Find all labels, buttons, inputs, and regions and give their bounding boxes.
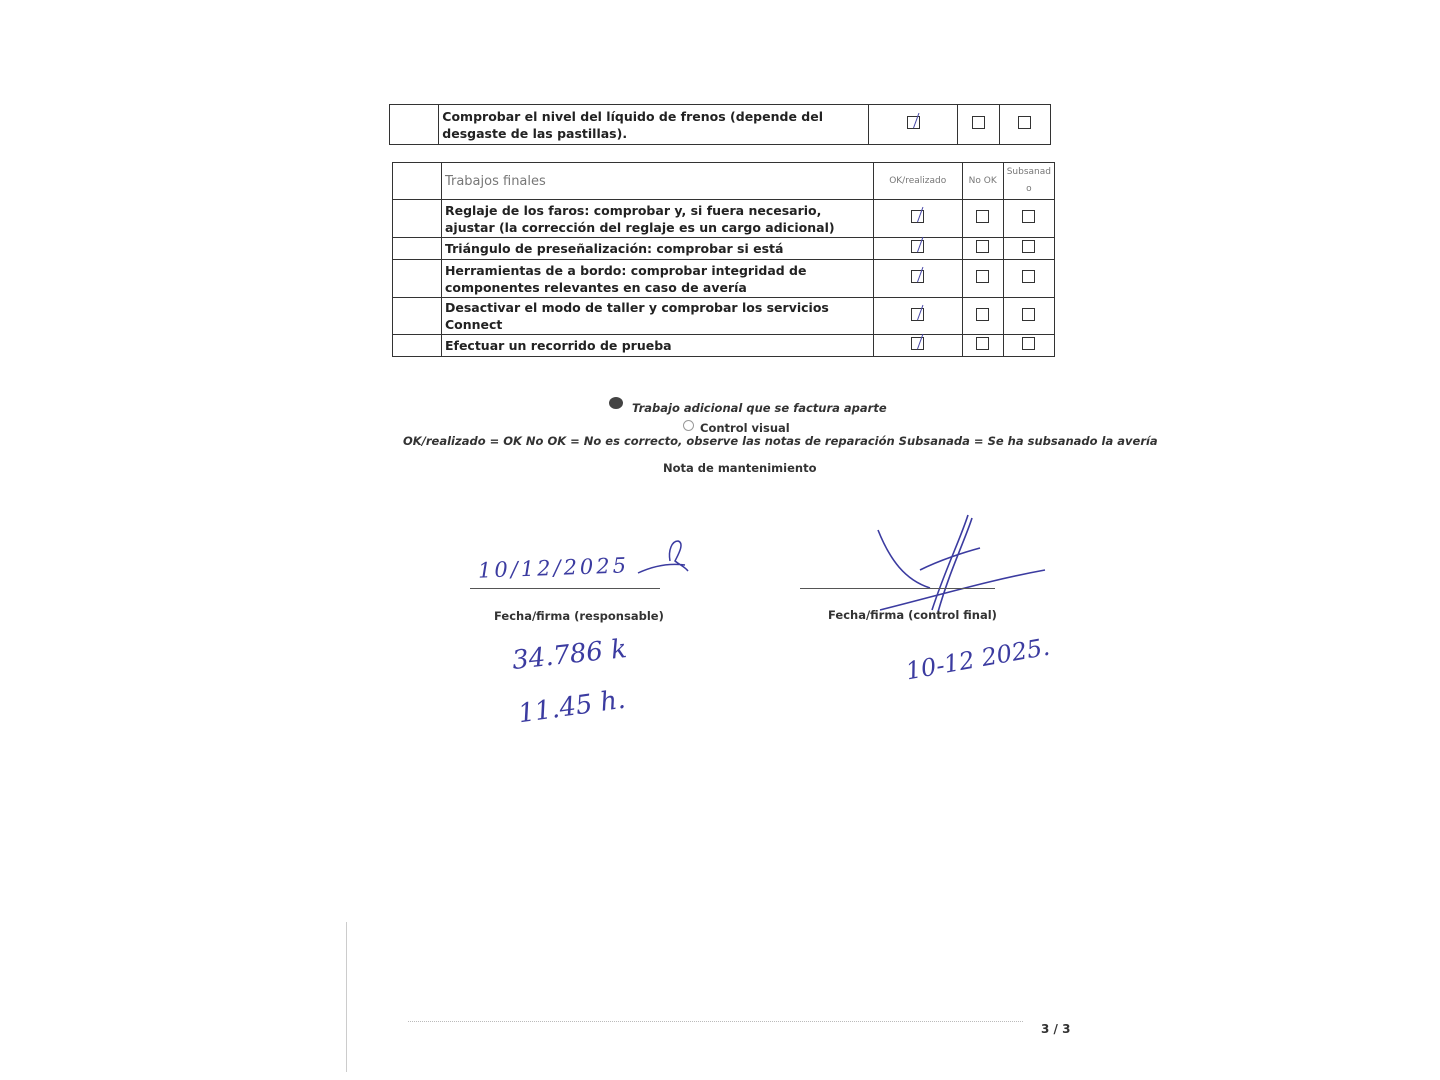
task-text: Efectuar un recorrido de prueba bbox=[441, 335, 873, 357]
legend-extra-work: Trabajo adicional que se factura aparte bbox=[632, 401, 887, 415]
no-ok-checkbox[interactable] bbox=[962, 200, 1003, 238]
right-signature-line bbox=[800, 588, 995, 589]
row-number-cell bbox=[393, 335, 442, 357]
left-handwritten-date: 10/12/2025 bbox=[477, 553, 630, 583]
no-ok-checkbox[interactable] bbox=[962, 238, 1003, 260]
page-number: 3 / 3 bbox=[1041, 1022, 1071, 1036]
no-ok-checkbox[interactable] bbox=[962, 298, 1003, 335]
subsanado-checkbox[interactable] bbox=[1003, 335, 1054, 357]
task-text: Triángulo de preseñalización: comprobar si está bbox=[441, 238, 873, 260]
section-title: Trabajos finales bbox=[441, 163, 873, 200]
col-ok-header: OK/realizado bbox=[873, 163, 962, 200]
left-signature-label: Fecha/firma (responsable) bbox=[494, 609, 664, 623]
subsanado-checkbox[interactable] bbox=[1003, 260, 1054, 298]
row-number-cell bbox=[393, 238, 442, 260]
right-handwritten-date: 10-12 2025. bbox=[903, 632, 1052, 686]
no-ok-checkbox[interactable] bbox=[962, 335, 1003, 357]
ok-checkbox[interactable] bbox=[873, 335, 962, 357]
table-row bbox=[393, 200, 1055, 238]
table-row bbox=[393, 298, 1055, 335]
left-signature-line bbox=[470, 588, 660, 589]
row-number-cell bbox=[393, 260, 442, 298]
subsanado-checkbox[interactable] bbox=[1003, 238, 1054, 260]
maintenance-note: Nota de mantenimiento bbox=[663, 461, 817, 475]
header-number-cell bbox=[393, 163, 442, 200]
table-row bbox=[393, 335, 1055, 357]
task-text: Desactivar el modo de taller y comprobar los servicios Connect bbox=[441, 298, 873, 335]
subsanado-checkbox[interactable] bbox=[999, 105, 1050, 145]
row-number-cell bbox=[390, 105, 439, 145]
col-no-ok-header: No OK bbox=[962, 163, 1003, 200]
legend-definitions: OK/realizado = OK No OK = No es correcto, observe las notas de reparación Subsanada = Se ha subsanado la avería bbox=[403, 434, 1158, 448]
top-checklist-table bbox=[389, 104, 1051, 145]
ok-checkbox[interactable] bbox=[873, 260, 962, 298]
task-text: Reglaje de los faros: comprobar y, si fuera necesario, ajustar (la corrección del reglaje es un cargo adicional) bbox=[441, 200, 873, 238]
visual-control-icon bbox=[683, 420, 694, 431]
ok-checkbox[interactable] bbox=[873, 238, 962, 260]
subsanado-checkbox[interactable] bbox=[1003, 298, 1054, 335]
legend-visual-control: Control visual bbox=[700, 421, 790, 435]
right-signature-label: Fecha/firma (control final) bbox=[828, 608, 997, 622]
left-handwritten-time: 11.45 h. bbox=[516, 684, 628, 730]
table-row bbox=[393, 238, 1055, 260]
final-works-table bbox=[392, 162, 1055, 357]
task-text: Herramientas de a bordo: comprobar integridad de componentes relevantes en caso de avería bbox=[441, 260, 873, 298]
row-number-cell bbox=[393, 200, 442, 238]
row-number-cell bbox=[393, 298, 442, 335]
col-subsanado-header: Subsanad o bbox=[1003, 163, 1054, 200]
subsanado-checkbox[interactable] bbox=[1003, 200, 1054, 238]
footer-line bbox=[408, 1021, 1023, 1022]
left-page-edge bbox=[346, 922, 347, 1072]
ok-checkbox[interactable] bbox=[873, 298, 962, 335]
no-ok-checkbox[interactable] bbox=[958, 105, 999, 145]
table-row bbox=[390, 105, 1051, 145]
no-ok-checkbox[interactable] bbox=[962, 260, 1003, 298]
ok-checkbox[interactable] bbox=[873, 200, 962, 238]
ok-checkbox[interactable] bbox=[868, 105, 958, 145]
task-text: Comprobar el nivel del líquido de frenos (depende del desgaste de las pastillas). bbox=[439, 105, 869, 145]
left-handwritten-mileage: 34.786 k bbox=[510, 634, 629, 676]
table-header-row bbox=[393, 163, 1055, 200]
table-row bbox=[393, 260, 1055, 298]
extra-work-bullet-icon bbox=[609, 397, 623, 409]
right-signature-scribble bbox=[820, 510, 1050, 620]
left-signature-scribble bbox=[630, 535, 700, 585]
